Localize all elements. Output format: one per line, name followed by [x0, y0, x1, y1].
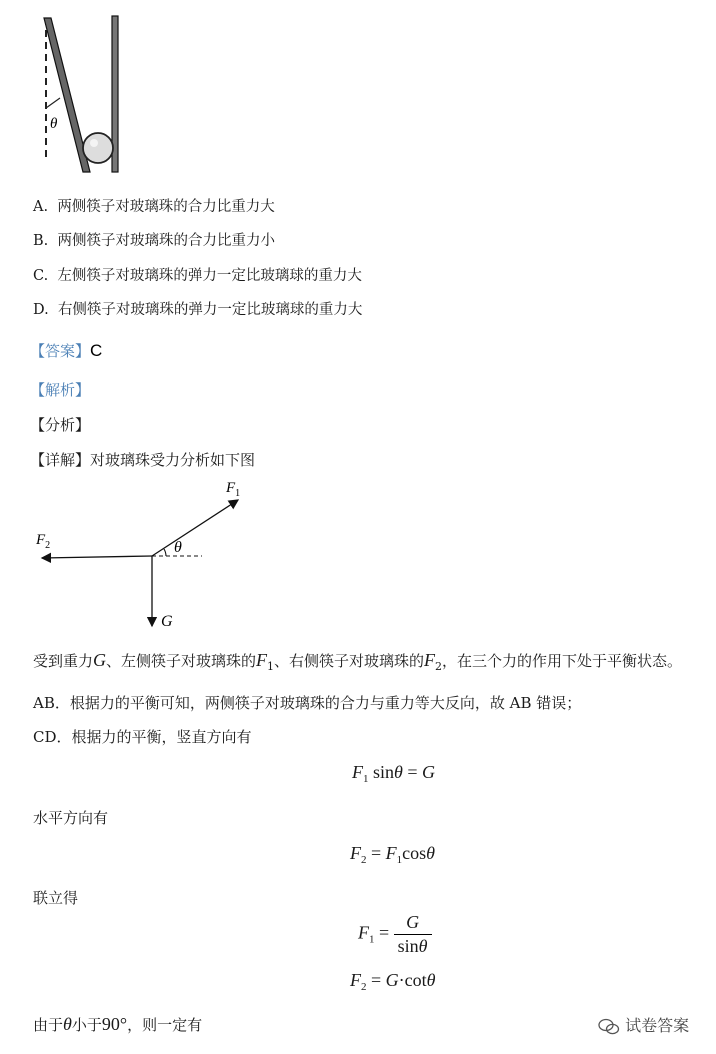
- f1-vector: [152, 500, 238, 556]
- g-label: G: [161, 613, 173, 630]
- theta-arc: [164, 549, 166, 556]
- detail-text: 对玻璃珠受力分析如下图: [90, 451, 256, 469]
- detail-label: 【详解】: [30, 451, 91, 469]
- angle-arc: [46, 98, 60, 108]
- option-b-text: 两侧筷子对玻璃珠的合力比重力小: [57, 233, 275, 249]
- para-theta: 由于θ小于90°，则一定有: [33, 1014, 203, 1034]
- para-ab: AB．根据力的平衡可知，两侧筷子对玻璃珠的合力与重力等大反向，故 AB 错误；: [33, 694, 582, 712]
- option-a-text: 两侧筷子对玻璃珠的合力比重力大: [57, 199, 275, 215]
- wechat-icon: [598, 1018, 620, 1036]
- option-a-letter: A.: [33, 199, 49, 215]
- option-b-letter: B.: [33, 233, 49, 249]
- option-c-text: 左侧筷子对玻璃珠的弹力一定比玻璃球的重力大: [57, 268, 362, 284]
- equation-f2: $F_2 = G\cdot\cot\theta$: [350, 970, 436, 993]
- option-b: [33, 229, 275, 250]
- answer-line: [30, 340, 102, 361]
- option-c-letter: C.: [33, 268, 49, 284]
- fenxi-label: 【分析】: [30, 416, 91, 434]
- para-combine: 联立得: [33, 889, 79, 907]
- option-d-letter: D.: [33, 302, 49, 318]
- option-c: [33, 264, 362, 285]
- glass-ball: [83, 133, 113, 163]
- f1-label: $F_1$: [226, 480, 241, 499]
- detail-line: [30, 449, 255, 470]
- para-horizontal: 水平方向有: [33, 809, 109, 827]
- watermark: [598, 1013, 689, 1036]
- option-d: [33, 298, 362, 319]
- para-forces: 受到重力G、左侧筷子对玻璃珠的$F_1$、右侧筷子对玻璃珠的$F_2$，在三个力的作用下处于平衡状态。: [33, 650, 683, 673]
- f2-label: $F_2$: [36, 532, 51, 551]
- para-cd: CD．根据力的平衡，竖直方向有: [33, 728, 252, 746]
- answer-value: C: [90, 341, 103, 360]
- option-d-text: 右侧筷子对玻璃珠的弹力一定比玻璃球的重力大: [57, 302, 363, 318]
- theta-label: θ: [174, 539, 182, 556]
- equation-horizontal: $F_2 = F_1\cos\theta$: [350, 843, 435, 866]
- angle-label: θ: [50, 116, 58, 132]
- answer-label: 【答案】: [30, 342, 91, 360]
- analysis-label: 【解析】: [30, 381, 91, 399]
- f2-vector: [42, 556, 152, 558]
- option-a: [33, 195, 275, 216]
- force-diagram: [28, 474, 248, 634]
- chopsticks-figure: [30, 10, 140, 180]
- equation-f1: $F_1$ = $\frac{G}{\sin\theta}$: [358, 912, 432, 957]
- equation-vertical: $F_1$ sinθ = G: [352, 762, 436, 785]
- watermark-text: 试卷答案: [625, 1016, 690, 1035]
